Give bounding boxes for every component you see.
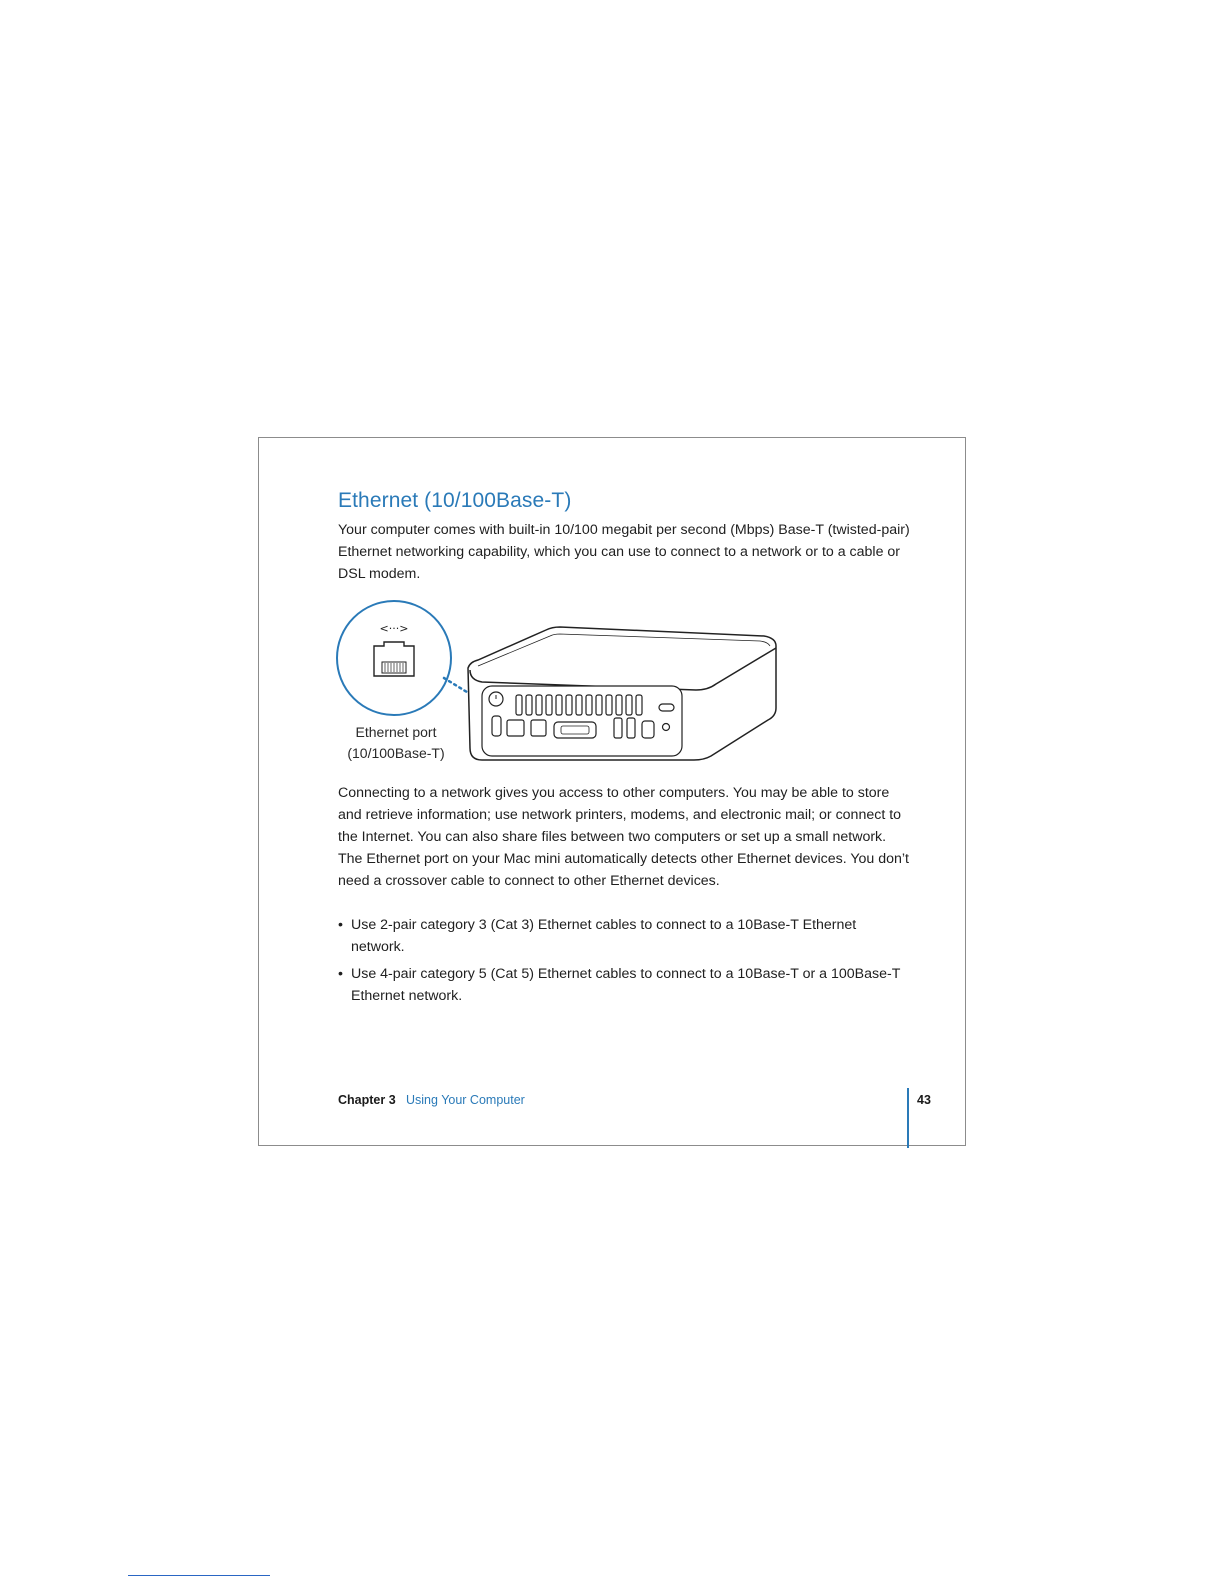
footer-chapter-title: Using Your Computer — [406, 1093, 525, 1107]
usb-port-1-icon — [614, 718, 622, 738]
caption-line-1: Ethernet port — [355, 724, 437, 740]
list-item-text: Use 2-pair category 3 (Cat 3) Ethernet cables to connect to a 10Base-T Ethernet network. — [351, 917, 857, 955]
mac-mini-body — [468, 627, 776, 760]
list-item-text: Use 4-pair category 5 (Cat 5) Ethernet cables to connect to a 10Base-T or a 100Base-T Ethernet network. — [351, 966, 901, 1004]
modem-port-icon — [531, 720, 546, 736]
cable-requirements-list — [338, 914, 910, 1012]
ethernet-port-icon — [507, 720, 524, 736]
caption-line-2: (10/100Base-T) — [347, 745, 445, 761]
security-slot-icon — [659, 704, 674, 711]
usb-port-2-icon — [627, 718, 635, 738]
footer-divider — [907, 1088, 909, 1148]
body-paragraph: Connecting to a network gives you access to other computers. You may be able to store and retrieve information; use network printers, modems, and electronic mail; or connect to the Internet. You can also share files between two computers or set up a small network. The Ethernet port on your Mac mini automatically detects other Ethernet devices. You don’t need a crossover cable to connect to other Ethernet devices. — [338, 785, 909, 889]
section-title: Ethernet (10/100Base-T) — [338, 489, 572, 512]
headphone-jack-icon — [663, 724, 670, 731]
bullet-glyph: • — [338, 966, 343, 982]
list-item — [338, 963, 910, 1007]
firewire-port-icon — [492, 716, 501, 736]
intro-paragraph: Your computer comes with built-in 10/100 megabit per second (Mbps) Base-T (twisted-pair) Ethernet networking capability, which you can use to connect to a network or to a cable or DSL modem. — [338, 522, 910, 582]
ethernet-port-callout — [337, 601, 451, 715]
audio-port-icon — [642, 721, 654, 738]
bottom-link-rule — [128, 1575, 270, 1576]
page-number: 43 — [917, 1093, 931, 1107]
footer-chapter-label: Chapter 3 — [338, 1093, 396, 1107]
list-item — [338, 914, 910, 958]
bullet-glyph: • — [338, 917, 343, 933]
network-symbol-icon: <···> — [379, 622, 409, 635]
ethernet-port-caption — [336, 722, 456, 764]
